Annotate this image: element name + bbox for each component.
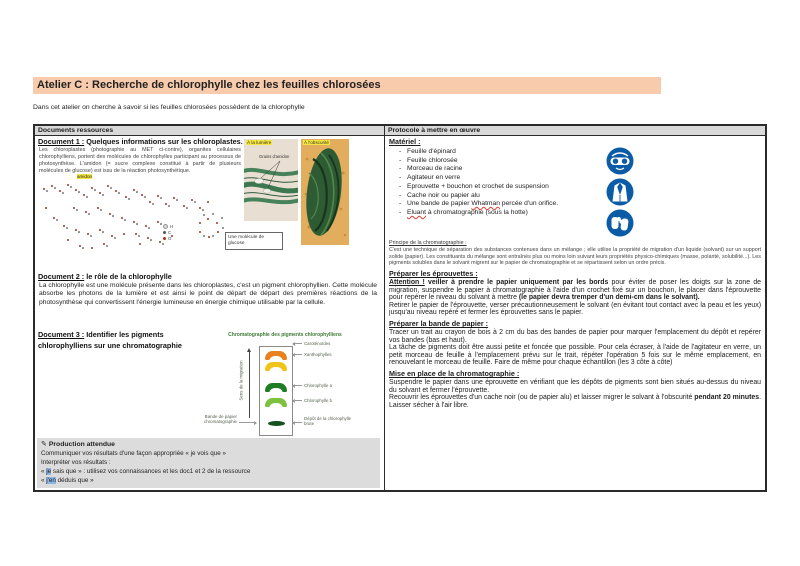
legend-h: H xyxy=(170,224,174,229)
materiel-item: - Cache noir ou papier alu xyxy=(399,192,605,201)
band-xanthophylles xyxy=(265,362,287,371)
materiel-item: - Agitateur en verre xyxy=(399,174,605,183)
chromatography-strip xyxy=(259,346,293,436)
doc2-heading xyxy=(38,272,172,281)
band-chlorophylle-a xyxy=(265,383,287,392)
tracer-paragraph: Tracer un trait au crayon de bois à 2 cm du bas des bandes de papier pour marquer l'emplacement du dépôt et repérer vos bandes (bas et haut). xyxy=(389,329,761,344)
materiel-item: - Une bande de papier Whatman percée d'un orifice. xyxy=(399,200,605,209)
glucose-caption-box: Une molécule de glucose xyxy=(225,232,283,250)
materiel-item: - Morceau de racine xyxy=(399,165,605,174)
leader-line xyxy=(293,385,302,386)
glucose-molecule-model xyxy=(199,222,201,224)
documents-column xyxy=(35,126,385,490)
production-line-2: Interpréter vos résultats : xyxy=(41,459,111,466)
doc1-body: Les chloroplastes (photographie au MET ci-contre), organites cellulaires chlorophylliens, portent des molécules de chlorophylles participant au processus de photosynthèse. L'amidon (= sucre complexe constitué à partir de plusieurs molécules de glucose) est issu de la réaction photosynthétique. xyxy=(39,147,241,175)
goggles-required-icon xyxy=(606,147,634,175)
molecule-atoms-oxygen xyxy=(43,188,45,190)
attention-paragraph: Attention ! veiller à prendre le papier uniquement par les bords pour éviter de poser les doigts sur la zone de migration, suspendre le papier à chromatographie à l'aide d'un crochet fixé sur un bouchon, le placer dans l'éprouvette pour repérer le niveau du solvant à mettre (le papier devra tremper d'un demi-cm dans le solvant). xyxy=(389,279,761,302)
migration-label: Sens de la migration xyxy=(238,360,244,401)
materiel-item: - Eluant à chromatographie (sous la hotte) xyxy=(399,209,605,218)
doc2-label: Document 2 : xyxy=(38,272,85,281)
legend-swatch-o xyxy=(163,237,166,240)
protocole-column xyxy=(385,126,765,490)
atom-color-legend xyxy=(163,224,173,242)
legend-swatch-c xyxy=(163,231,166,234)
chromatogram-title: Chromatographie des pigments chlorophylliens xyxy=(228,332,342,338)
documents-column-header: Documents ressources xyxy=(35,126,384,136)
photo-dark-caption: À l'obscurité xyxy=(304,140,329,145)
protocole-body xyxy=(389,137,761,409)
production-attendue-box xyxy=(37,438,380,488)
leader-line xyxy=(293,422,302,423)
tache-paragraph: La tâche de pigments doit être aussi petite et foncée que possible. Pour cela écraser, à l'aide de l'agitateur en verre, un petit morceau de feuille à l'emplacement prévu sur le trait, répéter l'opération 5 fois sur le même emplacement, en renouvelant le morceau de feuille. Faire de même pour chaque échantillon (les 3 côte à côte) xyxy=(389,344,761,367)
legend-swatch-h xyxy=(163,224,168,229)
highlight-jen: j'en xyxy=(46,477,56,484)
preparer-eprouvettes-title: Préparer les éprouvettes : xyxy=(389,269,478,279)
label-carotenoides: Caroténoïdes xyxy=(304,341,331,346)
chloroplast-photo-dark xyxy=(301,139,349,245)
starch-molecule-figure xyxy=(37,174,264,266)
principe-body: C'est une technique de séparation des substances contenues dans un mélange ; elle utilise la propriété de migration d'un liquide (solvant) sur un support solide (papier). Les constituants du mélange sont entraînés plus ou moins loin suivant leurs propriétés physico-chimiques (masse, polarité, solubilité...). Les pigments solubles dans le solvant migrent sur le papier de chromatographie et se répartissent selon un ordre précis. xyxy=(389,247,761,267)
strip-label: Bande de papier chromatographie xyxy=(204,414,237,424)
suspendre-paragraph: Suspendre le papier dans une éprouvette en vérifiant que les dépôts de pigments sont bien situés au-dessus du niveau du solvant et fermer l'éprouvette. xyxy=(389,379,761,394)
mise-en-place-title: Mise en place de la chromatographie : xyxy=(389,369,520,379)
attention-label: Attention ! xyxy=(389,279,425,287)
legend-c: C xyxy=(168,230,172,235)
band-depot xyxy=(268,421,285,426)
leader-line xyxy=(293,343,302,344)
pencil-icon: ✎ xyxy=(41,441,47,448)
materiel-item: - Eprouvette + bouchon et crochet de suspension xyxy=(399,183,605,192)
principe-title: Principe de la chromatographie : xyxy=(389,240,467,246)
materiel-list xyxy=(389,148,605,237)
safety-icons xyxy=(605,147,635,237)
production-line-4: « j'en déduis que » xyxy=(41,477,94,484)
lab-coat-required-icon xyxy=(606,178,634,206)
leader-line xyxy=(293,400,302,401)
production-title: Production attendue xyxy=(48,441,115,448)
label-chlorophylle-b: Chlorophylle b xyxy=(304,398,333,403)
doc3-heading xyxy=(38,330,188,351)
molecule-atoms-carbon xyxy=(46,190,48,192)
starch-grains-annotation: Grains d'amidon xyxy=(259,154,290,159)
chloroplast-dark-image xyxy=(301,139,349,245)
protocole-column-header: Protocole à mettre en œuvre xyxy=(385,126,765,136)
label-depot: Dépôt de la chlorophylle brute xyxy=(304,416,352,426)
label-chlorophylle-a: Chlorophylle a xyxy=(304,383,333,388)
retirer-paragraph: Retirer le papier de l'éprouvette, verser précautionneusement le solvant (en évitant tout contact avec la peau et les yeux) jusqu'au niveau repéré et fermer les éprouvettes sans le papier. xyxy=(389,301,761,317)
page-title: Atelier C : Recherche de chlorophylle chez les feuilles chlorosées xyxy=(33,77,661,94)
strip-leader-line xyxy=(239,422,256,423)
band-carotenoides xyxy=(265,351,287,360)
intro-text: Dans cet atelier on cherche à savoir si les feuilles chlorosées possèdent de la chlorophylle xyxy=(33,104,305,111)
worksheet-table xyxy=(33,124,767,492)
doc2-body: La chlorophylle est une molécule présente dans les chloroplastes, c'est un pigment chlorophyllien. Cette molécule absorbe les photons de la lumière et est ainsi le point de départ de départ des premières réactions de la photosynthèse qui convertissent l'énergie lumineuse en énergie chimique utilisable par la cellule. xyxy=(39,282,377,306)
leader-line xyxy=(293,354,302,355)
spellcheck-whatman: Whatman xyxy=(471,200,500,208)
migration-arrow xyxy=(249,350,250,418)
materiel-item: - Feuille d'épinard xyxy=(399,148,605,157)
photo-light-caption: À la lumière xyxy=(247,140,272,145)
legend-o: O xyxy=(168,236,172,241)
doc3-title: Identifier les pigments chlorophylliens sur une chromatographie xyxy=(38,330,182,350)
doc1-heading xyxy=(38,137,243,146)
doc1-label: Document 1 : xyxy=(38,137,85,146)
materiel-item: - Feuille chlorosée xyxy=(399,157,605,166)
chloroplast-photo-light xyxy=(244,139,298,221)
preparer-bande-title: Préparer la bande de papier : xyxy=(389,319,489,329)
gloves-required-icon xyxy=(606,209,634,237)
amidon-label: amidon xyxy=(77,174,93,179)
chloroplast-light-image xyxy=(244,139,298,221)
highlight-je: je xyxy=(46,468,52,475)
spellcheck-eluant: Eluant xyxy=(407,208,426,216)
materiel-title: Matériel : xyxy=(389,137,421,146)
band-chlorophylle-b xyxy=(265,398,287,407)
recouvrir-paragraph: Recouvrir les éprouvettes d'un cache noir (ou de papier alu) et laisser migrer le solvant à l'obscurité pendant 20 minutes. Laisser sécher à l'air libre. xyxy=(389,394,761,409)
production-line-3: « je sais que » : utilisez vos connaissances et les doc1 et 2 de la ressource xyxy=(41,468,251,475)
chromatography-diagram xyxy=(191,332,379,442)
doc3-label: Document 3 : xyxy=(38,330,85,339)
doc1-title: Quelques informations sur les chloroplastes. xyxy=(84,137,243,146)
doc2-title: le rôle de la chlorophylle xyxy=(84,272,172,281)
production-line-1: Communiquer vos résultats d'une façon appropriée « je vois que » xyxy=(41,450,226,457)
label-xanthophylles: Xanthophylles xyxy=(304,352,332,357)
